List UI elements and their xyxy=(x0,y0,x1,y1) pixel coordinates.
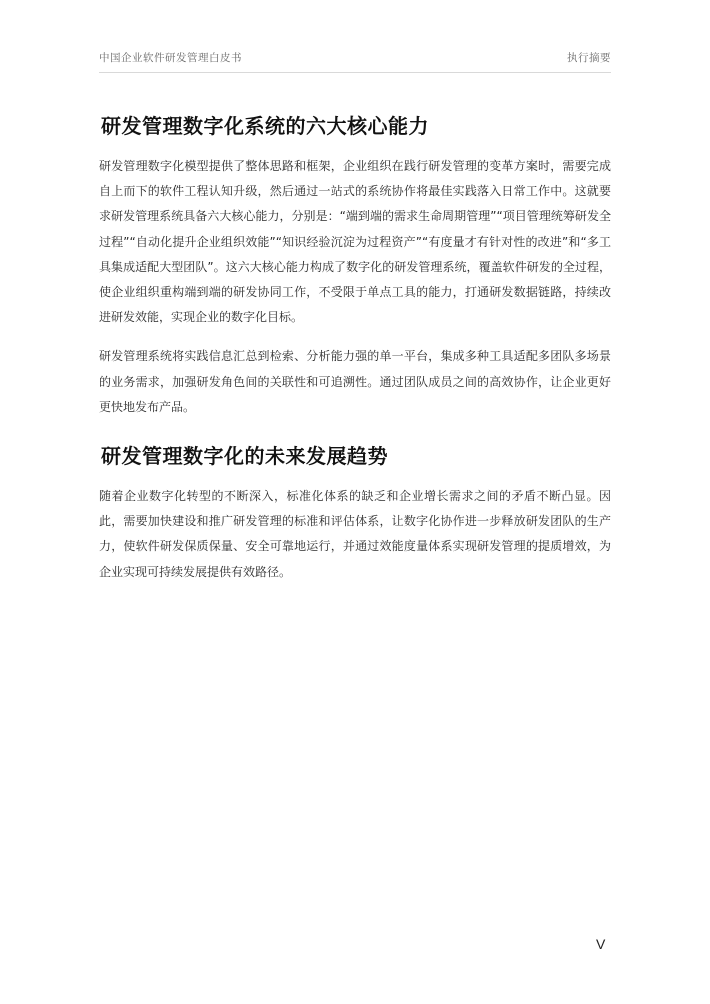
chapter-title: 执行摘要 xyxy=(567,51,611,64)
page-number: V xyxy=(596,936,606,952)
header-divider xyxy=(99,72,611,73)
section-heading-core-capabilities: 研发管理数字化系统的六大核心能力 xyxy=(101,114,429,138)
document-title: 中国企业软件研发管理白皮书 xyxy=(99,51,242,64)
section-heading-future-trends: 研发管理数字化的未来发展趋势 xyxy=(101,444,388,469)
paragraph: 随着企业数字化转型的不断深入，标准化体系的缺乏和企业增长需求之间的矛盾不断凸显。因此，需要加快建设和推广研发管理的标准和评估体系，让数字化协作进一步释放研发团队的生产力，使软件研发保质保量、安全可靠地运行，并通过效能度量体系实现研发管理的提质增效，为企业实现可持续发展提供有效路径。 xyxy=(99,489,611,579)
running-header xyxy=(99,49,611,65)
paragraph: 研发管理数字化模型提供了整体思路和框架，企业组织在践行研发管理的变革方案时，需要完成自上而下的软件工程认知升级，然后通过一站式的系统协作将最佳实践落入日常工作中。这就要求研发管理系统具备六大核心能力，分别是：“端到端的需求生命周期管理”“项目管理统筹研发全过程”“自动化提升企业组织效能”“知识经验沉淀为过程资产”“有度量才有针对性的改进”和“多工具集成适配大型团队”。这六大核心能力构成了数字化的研发管理系统，覆盖软件研发的全过程，使企业组织重构端到端的研发协同工作，不受限于单点工具的能力，打通研发数据链路，持续改进研发效能，实现企业的数字化目标。 xyxy=(99,159,611,325)
page-body xyxy=(99,112,611,599)
paragraph: 研发管理系统将实践信息汇总到检索、分析能力强的单一平台，集成多种工具适配多团队多场景的业务需求，加强研发角色间的关联性和可追溯性。通过团队成员之间的高效协作，让企业更好更快地发布产品。 xyxy=(99,349,611,414)
